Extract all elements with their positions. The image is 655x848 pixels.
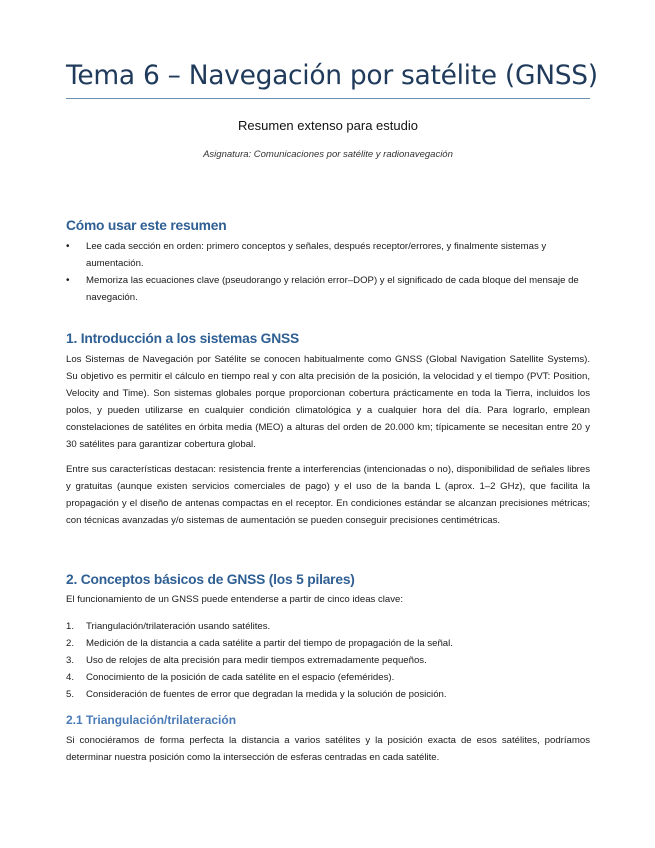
usage-heading: Cómo usar este resumen <box>66 218 227 233</box>
title-divider <box>66 98 590 99</box>
list-item-number: 5. <box>66 689 75 700</box>
usage-bullet-list <box>66 238 590 306</box>
list-item <box>66 652 590 669</box>
list-item <box>66 618 590 635</box>
list-item-text: Triangulación/trilateración usando satélites. <box>86 621 271 632</box>
bullet-icon: • <box>66 275 70 286</box>
document-subtitle: Resumen extenso para estudio <box>238 118 418 133</box>
list-item <box>66 238 590 272</box>
section-2-intro: El funcionamiento de un GNSS puede entenderse a partir de cinco ideas clave: <box>66 594 404 605</box>
list-item <box>66 669 590 686</box>
page-title: Tema 6 – Navegación por satélite (GNSS) <box>66 60 598 91</box>
section-1-paragraph-1: Los Sistemas de Navegación por Satélite se conocen habitualmente como GNSS (Global Navigation Satellite Systems). Su objetivo es permitir el cálculo en tiempo real y con alta precisión de la posición, la velocidad y el tiempo (PVT: Position, Velocity and Time). Son sistemas globales porque proporcionan cobertura prácticamente en toda la Tierra, incluidos los polos, y pueden utilizarse en cualquier condición climatológica y a cualquier hora del día. Para lograrlo, emplean constelaciones de satélites en órbita media (MEO) a alturas del orden de 20.000 km; típicamente se necesitan entre 20 y 30 satélites para garantizar cobertura global. <box>66 354 590 450</box>
section-2-heading: 2. Conceptos básicos de GNSS (los 5 pilares) <box>66 572 355 587</box>
pillars-list <box>66 618 590 703</box>
list-item-text: Memoriza las ecuaciones clave (pseudorango y relación error–DOP) y el significado de cada bloque del mensaje de navegación. <box>86 275 579 303</box>
list-item-number: 4. <box>66 672 75 683</box>
list-item <box>66 635 590 652</box>
list-item-text: Medición de la distancia a cada satélite a partir del tiempo de propagación de la señal. <box>86 638 453 649</box>
list-item <box>66 686 590 703</box>
section-1-heading: 1. Introducción a los sistemas GNSS <box>66 331 299 346</box>
list-item-number: 3. <box>66 655 75 666</box>
list-item-number: 1. <box>66 621 75 632</box>
list-item-text: Lee cada sección en orden: primero conceptos y señales, después receptor/errores, y finalmente sistemas y aumentación. <box>86 241 547 269</box>
list-item-text: Consideración de fuentes de error que degradan la medida y la solución de posición. <box>86 689 447 700</box>
section-2-1-paragraph: Si conociéramos de forma perfecta la distancia a varios satélites y la posición exacta de esos satélites, podríamos determinar nuestra posición como la intersección de esferas centradas en cada satélite. <box>66 735 590 763</box>
section-1-paragraph-2: Entre sus características destacan: resistencia frente a interferencias (intencionadas o no), disponibilidad de señales libres y gratuitas (aunque existen servicios comerciales de pago) y el uso de la banda L (aprox. 1–2 GHz), que facilita la propagación y el diseño de antenas compactas en el receptor. En condiciones estándar se alcanzan precisiones métricas; con técnicas avanzadas y/o sistemas de aumentación se pueden conseguir precisiones centimétricas. <box>66 464 590 526</box>
list-item-text: Conocimiento de la posición de cada satélite en el espacio (efemérides). <box>86 672 395 683</box>
list-item <box>66 272 590 306</box>
list-item-text: Uso de relojes de alta precisión para medir tiempos extremadamente pequeños. <box>86 655 427 666</box>
subject-line: Asignatura: Comunicaciones por satélite y radionavegación <box>203 149 453 160</box>
section-2-1-heading: 2.1 Triangulación/trilateración <box>66 713 237 727</box>
list-item-number: 2. <box>66 638 75 649</box>
bullet-icon: • <box>66 241 70 252</box>
